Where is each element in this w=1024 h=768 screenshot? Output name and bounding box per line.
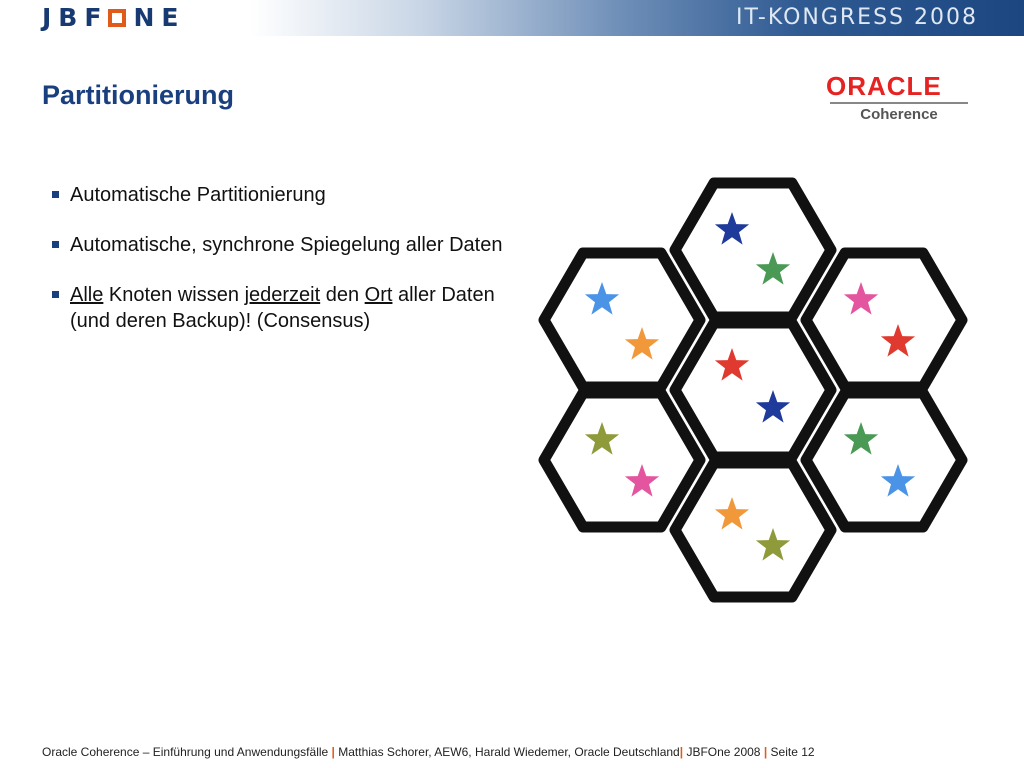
page-number: Seite 12 [770, 745, 815, 759]
hexagon-node-top [675, 183, 831, 317]
header-bar [0, 0, 1024, 36]
hexagon-node-bottom [675, 463, 831, 597]
oracle-coherence-logo [826, 72, 972, 124]
bullet-item: Automatische Partitionierung [50, 182, 510, 208]
jbfone-logo: JBF NE [42, 3, 186, 32]
bullet-square-icon [52, 241, 59, 248]
event-title: IT-KONGRESS 2008 [736, 5, 978, 30]
footer-separator: | [763, 745, 768, 759]
footer-separator: | [679, 745, 684, 759]
hexagon-node-center [675, 323, 831, 457]
hexagon-cluster-diagram [520, 170, 980, 610]
hexagon-node-lower-left [544, 393, 700, 527]
logo-divider [830, 102, 968, 104]
bullet-item: Automatische, synchrone Spiegelung aller Daten [50, 232, 510, 258]
bullet-square-icon [52, 191, 59, 198]
hexagon-node-upper-left [544, 253, 700, 387]
bullet-list [50, 182, 510, 358]
underlined-word: jederzeit [244, 284, 321, 306]
underlined-word: Alle [70, 284, 104, 306]
oracle-wordmark: ORACLE [826, 71, 942, 101]
bullet-item: Alle Knoten wissen jederzeit den Ort aller Daten (und deren Backup)! (Consensus) [50, 282, 510, 334]
underlined-word: Ort [364, 284, 393, 306]
slide-title: Partitionierung [42, 80, 235, 110]
bullet-square-icon [52, 291, 59, 298]
coherence-label: Coherence [860, 106, 938, 123]
hexagon-node-lower-right [806, 393, 962, 527]
footer-separator: | [331, 745, 335, 759]
hexagon-node-upper-right [806, 253, 962, 387]
logo-o-square [108, 9, 126, 27]
slide-footer: Oracle Coherence – Einführung und Anwendungsfälle | Matthias Schorer, AEW6, Harald Wiedemer, Oracle Deutschland| JBFOne 2008 | Seite 12 [42, 745, 815, 759]
